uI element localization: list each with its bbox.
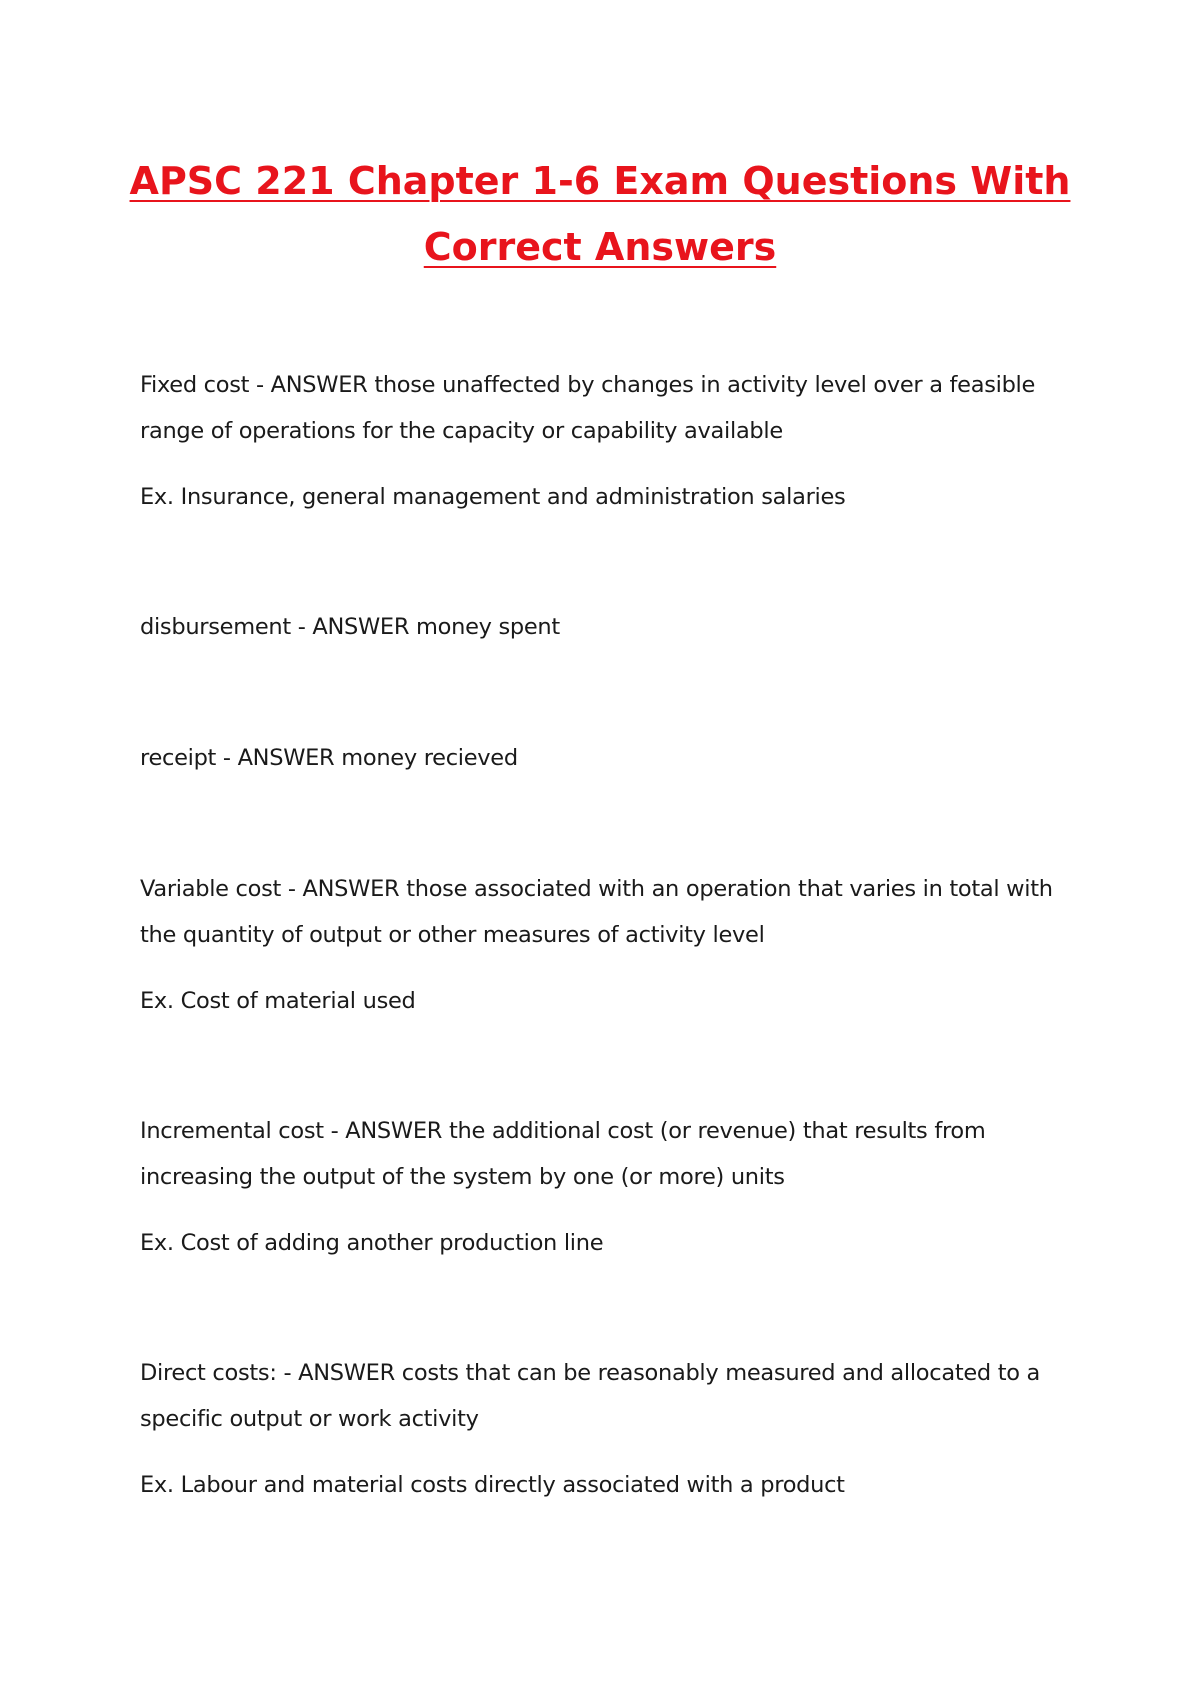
entry-disbursement: disbursement - ANSWER money spent bbox=[140, 614, 560, 640]
spacer bbox=[140, 650, 1060, 735]
document-title bbox=[0, 148, 1200, 280]
spacer bbox=[140, 520, 1060, 604]
example-fixed-cost: Ex. Insurance, general management and administration salaries bbox=[140, 484, 846, 510]
example-variable-cost: Ex. Cost of material used bbox=[140, 988, 416, 1014]
spacer bbox=[140, 781, 1060, 866]
entry-fixed-cost: Fixed cost - ANSWER those unaffected by changes in activity level over a feasible range of operations for the capacity or capability available bbox=[140, 372, 1036, 444]
spacer bbox=[140, 1024, 1060, 1108]
entry-variable-cost: Variable cost - ANSWER those associated with an operation that varies in total with the quantity of output or other measures of activity level bbox=[140, 876, 1053, 948]
title-line-2: Correct Answers bbox=[423, 225, 777, 269]
example-incremental-cost: Ex. Cost of adding another production line bbox=[140, 1230, 604, 1256]
title-line-1: APSC 221 Chapter 1-6 Exam Questions With bbox=[129, 159, 1071, 203]
spacer bbox=[140, 1266, 1060, 1350]
entry-receipt: receipt - ANSWER money recieved bbox=[140, 745, 518, 771]
example-direct-costs: Ex. Labour and material costs directly associated with a product bbox=[140, 1472, 845, 1498]
entry-incremental-cost: Incremental cost - ANSWER the additional cost (or revenue) that results from increasing the output of the system by one (or more) units bbox=[140, 1118, 986, 1190]
document-body bbox=[140, 362, 1060, 1508]
entry-direct-costs: Direct costs: - ANSWER costs that can be reasonably measured and allocated to a specific output or work activity bbox=[140, 1360, 1041, 1432]
